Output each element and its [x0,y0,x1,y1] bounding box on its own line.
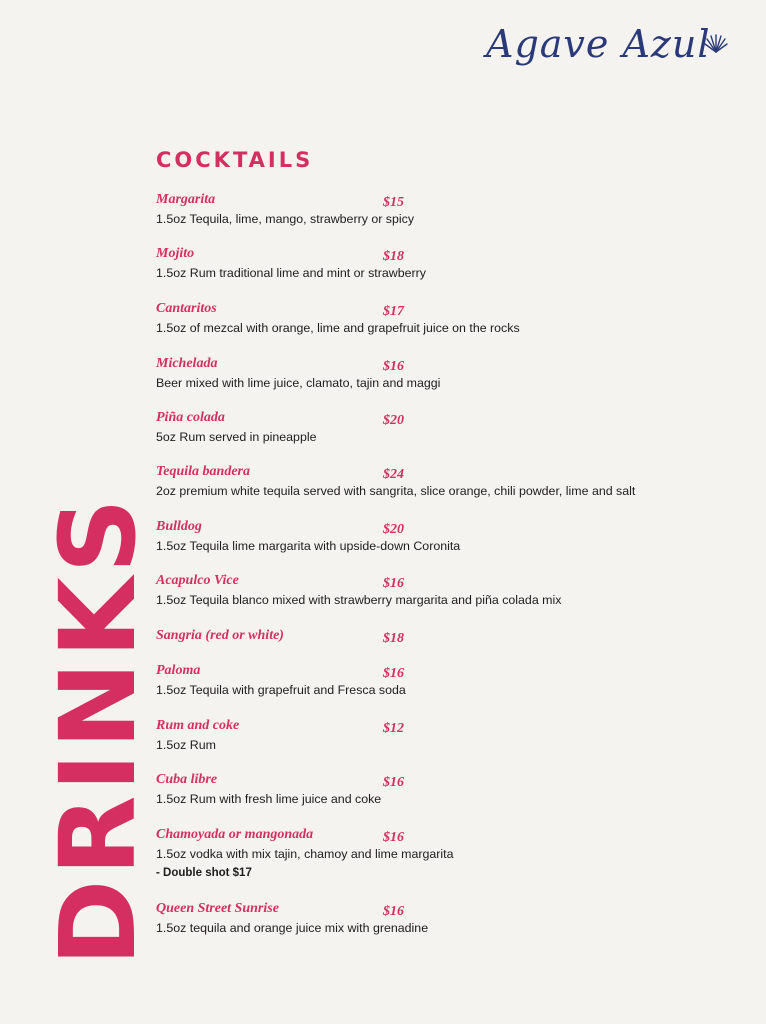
section-title: COCKTAILS [156,148,314,172]
item-name: Paloma [156,663,201,678]
item-name: Piña colada [156,410,225,425]
item-price: $17 [383,304,404,319]
item-price: $15 [383,195,404,210]
item-name: Sangria (red or white) [156,628,284,643]
item-description: 1.5oz Rum [156,738,216,752]
item-description: 1.5oz Tequila, lime, mango, strawberry or spicy [156,212,415,226]
item-price: $16 [383,576,404,591]
item-price: $16 [383,666,404,681]
item-name: Acapulco Vice [156,573,239,588]
item-name: Chamoyada or mangonada [156,827,314,842]
item-description: 1.5oz Rum with fresh lime juice and coke [156,792,382,806]
item-price: $16 [383,359,404,374]
item-price: $20 [383,522,404,537]
item-price: $16 [383,830,404,845]
item-name: Queen Street Sunrise [156,901,279,916]
item-name: Margarita [156,192,216,207]
item-description: 2oz premium white tequila served with sangrita, slice orange, chili powder, lime and salt [156,484,636,498]
item-name: Cuba libre [156,772,218,787]
item-price: $24 [383,467,404,482]
item-price: $20 [383,413,404,428]
brand-name: Agave Azul [486,22,711,66]
item-description: 1.5oz vodka with mix tajin, chamoy and lime margarita [156,847,454,861]
item-description: 1.5oz Tequila with grapefruit and Fresca soda [156,683,406,697]
item-name: Bulldog [156,519,202,534]
agave-icon [704,32,728,54]
item-name: Tequila bandera [156,464,250,479]
item-price: $18 [383,249,404,264]
item-name: Michelada [156,356,218,371]
brand-logo [486,14,736,84]
item-price: $18 [383,631,404,646]
item-extra-note: - Double shot $17 [156,867,252,879]
item-description: 1.5oz of mezcal with orange, lime and grapefruit juice on the rocks [156,321,520,335]
item-price: $16 [383,775,404,790]
item-name: Rum and coke [156,718,240,733]
item-description: 1.5oz Tequila blanco mixed with strawberry margarita and piña colada mix [156,593,562,607]
item-name: Mojito [156,246,195,261]
item-description: Beer mixed with lime juice, clamato, tajin and maggi [156,376,441,390]
item-price: $16 [383,904,404,919]
item-description: 5oz Rum served in pineapple [156,430,317,444]
item-description: 1.5oz Tequila lime margarita with upside-down Coronita [156,539,461,553]
item-description: 1.5oz tequila and orange juice mix with grenadine [156,921,429,935]
item-name: Cantaritos [156,301,217,316]
drinks-side-title: DRINKS [37,494,159,966]
item-price: $12 [383,721,404,736]
item-description: 1.5oz Rum traditional lime and mint or strawberry [156,266,426,280]
